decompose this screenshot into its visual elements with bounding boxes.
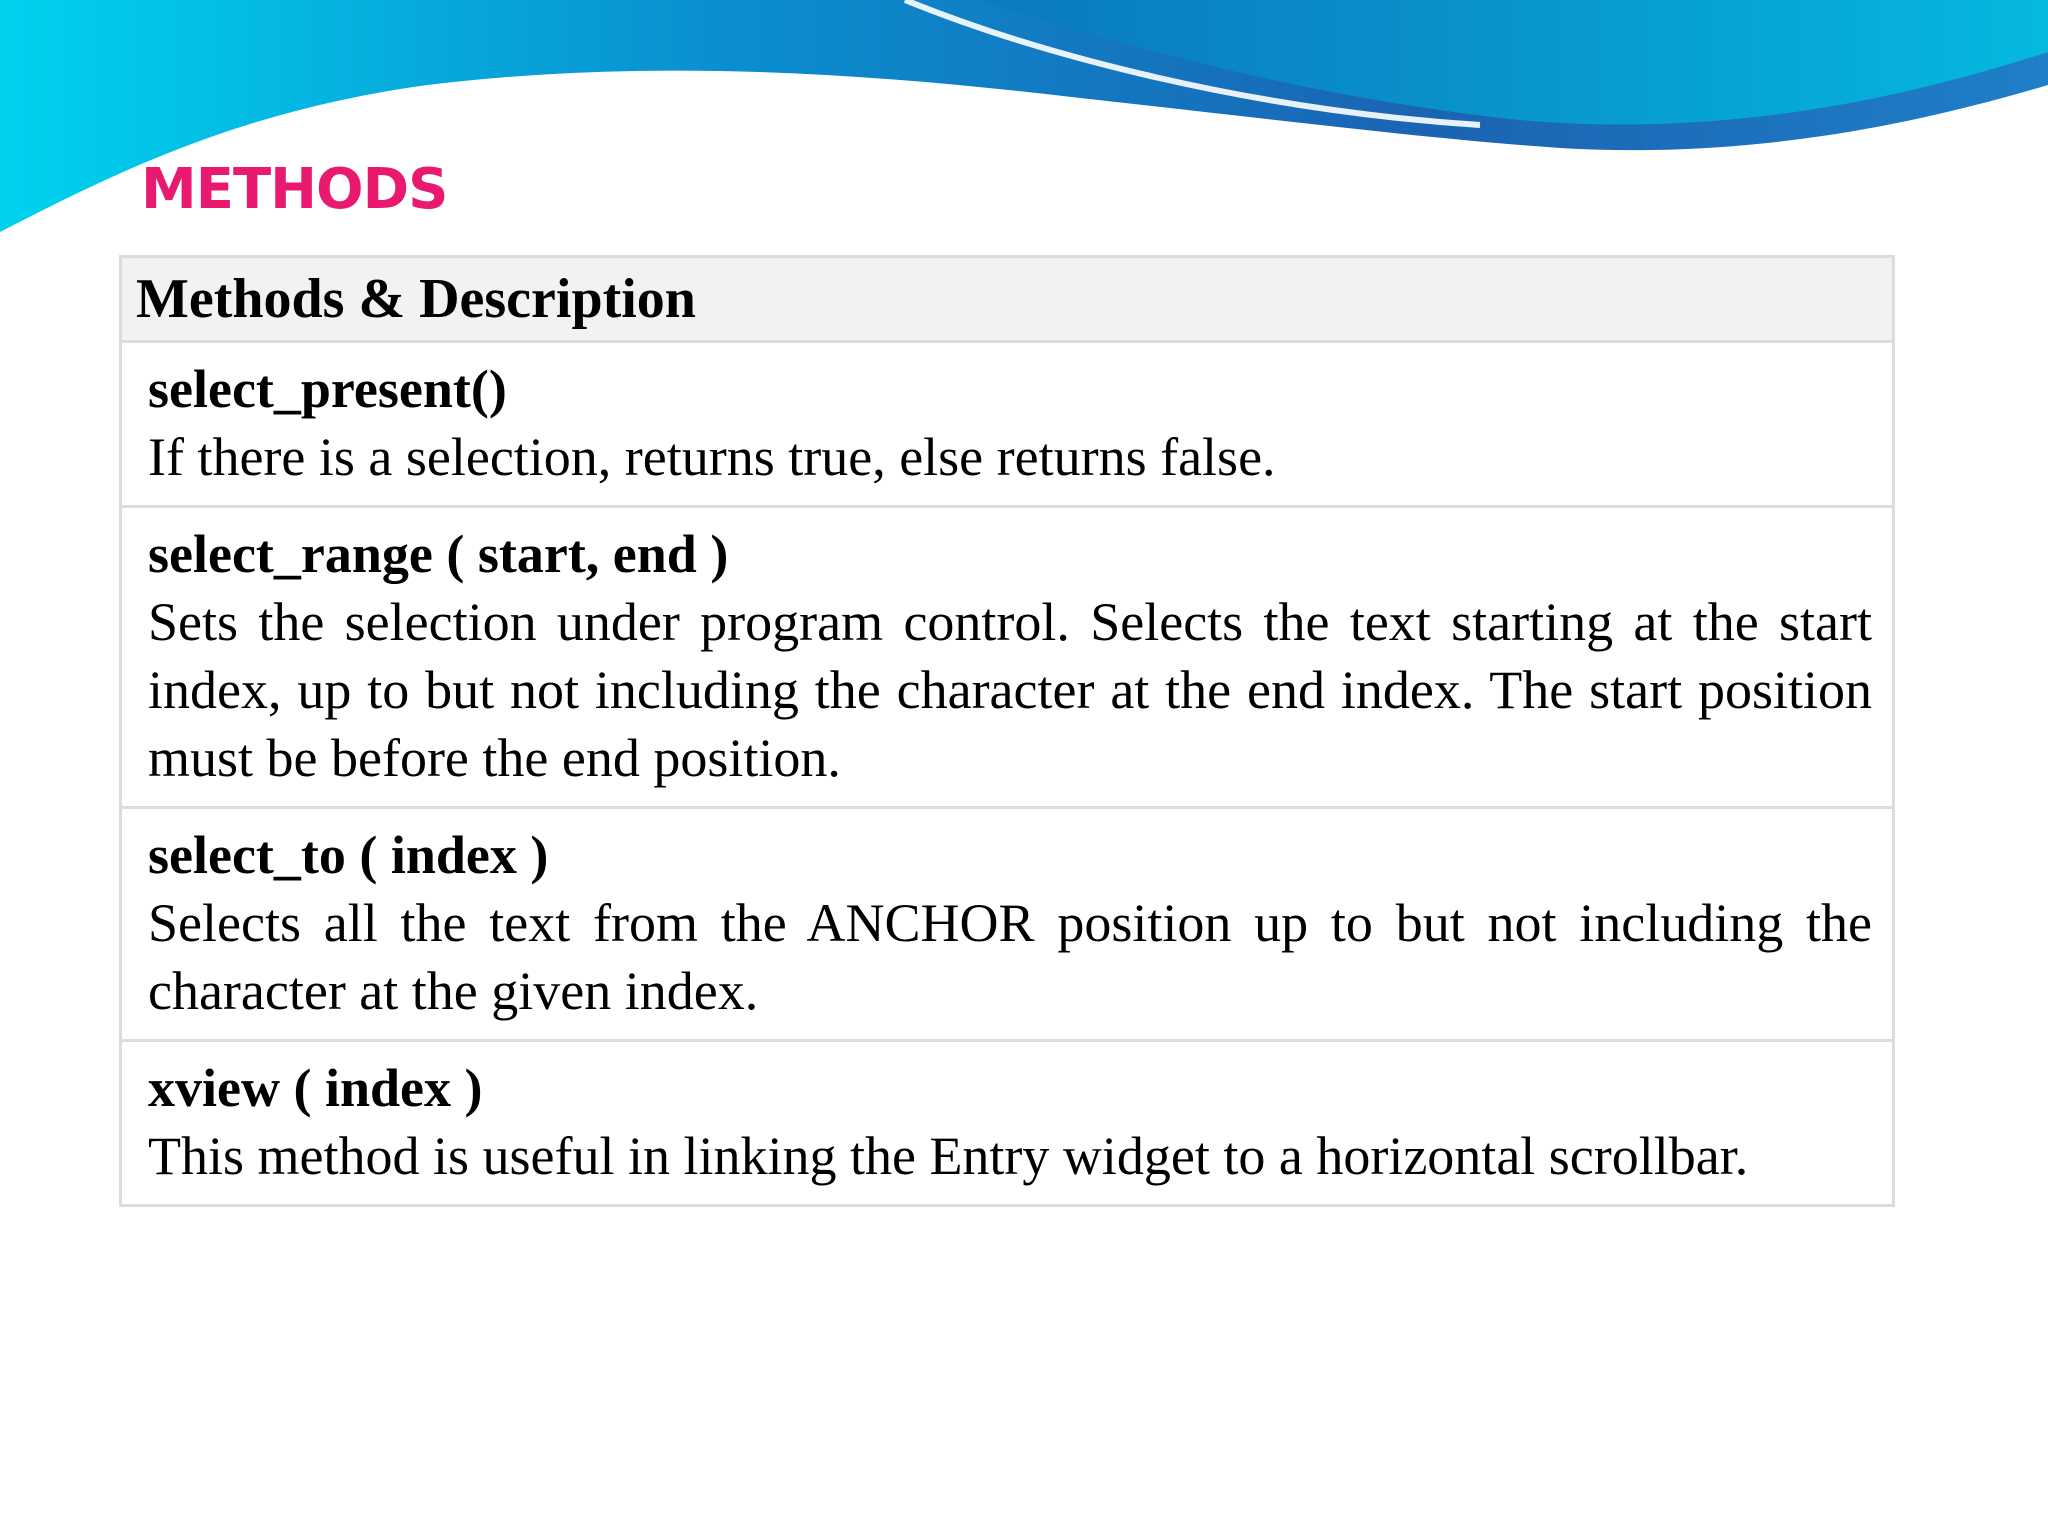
table-header-row <box>121 257 1894 342</box>
table-cell <box>121 808 1894 1041</box>
table-cell <box>121 342 1894 507</box>
method-name: select_range ( start, end ) <box>148 524 729 584</box>
table-row <box>121 808 1894 1041</box>
methods-table <box>119 255 1895 1207</box>
table-header: Methods & Description <box>121 257 1894 342</box>
method-name: select_to ( index ) <box>148 825 549 885</box>
table-cell <box>121 507 1894 808</box>
slide-title: METHODS <box>141 157 448 222</box>
method-name: xview ( index ) <box>148 1058 483 1118</box>
table-cell <box>121 1041 1894 1206</box>
method-name: select_present() <box>148 359 507 419</box>
method-description: Selects all the text from the ANCHOR position up to but not including the character at the given index. <box>148 893 1872 1021</box>
table-row <box>121 507 1894 808</box>
method-description: Sets the selection under program control. Selects the text starting at the start index, up to but not including the character at the end index. The start position must be before the end position. <box>148 592 1872 788</box>
table-row <box>121 1041 1894 1206</box>
method-description: If there is a selection, returns true, else returns false. <box>148 427 1276 487</box>
table-row <box>121 342 1894 507</box>
method-description: This method is useful in linking the Entry widget to a horizontal scrollbar. <box>148 1126 1749 1186</box>
